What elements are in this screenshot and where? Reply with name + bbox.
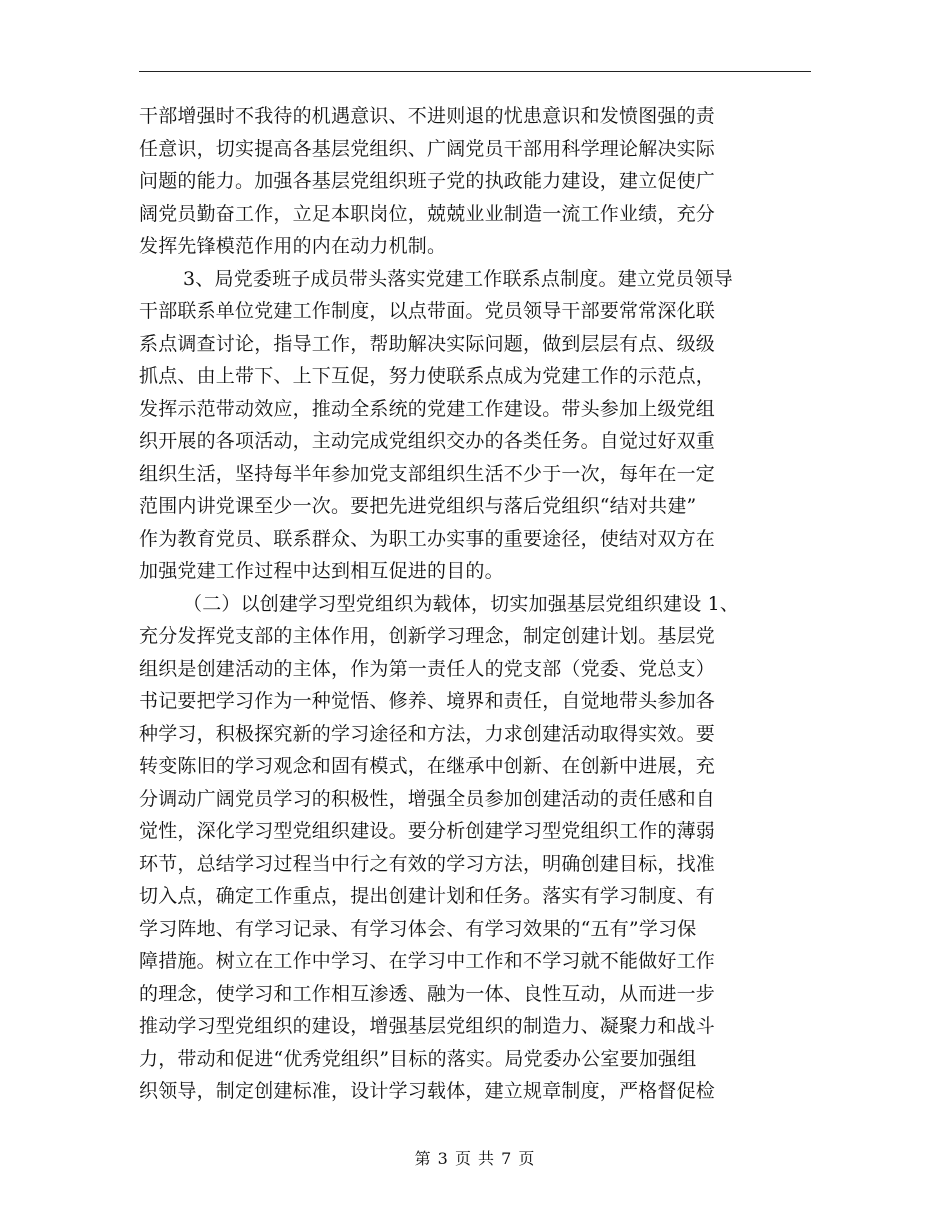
header-rule	[139, 71, 811, 72]
paragraph-start-line: （二）以创建学习型党组织为载体，切实加强基层党组织建设 1、	[183, 592, 740, 615]
page-number: 第 3 页 共 7 页	[414, 1149, 536, 1168]
text-line: 范围内讲党课至少一次。要把先进党组织与落后党组织“结对共建”	[139, 495, 697, 517]
text-line: 组织生活，坚持每半年参加党支部组织生活不少于一次，每年在一定	[139, 462, 716, 485]
text-line: 织领导，制定创建标准，设计学习载体，建立规章制度，严格督促检	[139, 1080, 716, 1102]
text-line: 系点调查讨论，指导工作，帮助解决实际问题，做到层层有点、级级	[139, 332, 716, 355]
text-line: 书记要把学习作为一种觉悟、修养、境界和责任，自觉地带头参加各	[139, 690, 716, 712]
text-line: 发挥示范带动效应，推动全系统的党建工作建设。带头参加上级党组	[139, 397, 716, 420]
text-line: 问题的能力。加强各基层党组织班子党的执政能力建设，建立促使广	[139, 170, 716, 192]
text-line: 发挥先锋模范作用的内在动力机制。	[139, 235, 447, 257]
text-line: 作为教育党员、联系群众、为职工办实事的重要途径，使结对双方在	[139, 527, 716, 550]
text-line: 抓点、由上带下、上下互促，努力使联系点成为党建工作的示范点，	[139, 365, 716, 387]
text-line: 转变陈旧的学习观念和固有模式，在继承中创新、在创新中进展，充	[139, 755, 716, 777]
text-line: 干部增强时不我待的机遇意识、不进则退的忧患意识和发愤图强的责	[139, 105, 716, 127]
text-line: 学习阵地、有学习记录、有学习体会、有学习效果的“五有”学习保	[139, 917, 697, 940]
text-line: 织开展的各项活动，主动完成党组织交办的各类任务。自觉过好双重	[139, 430, 716, 452]
text-line: 的理念，使学习和工作相互渗透、融为一体、良性互动，从而进一步	[139, 982, 716, 1005]
text-line: 推动学习型党组织的建设，增强基层党组织的制造力、凝聚力和战斗	[139, 1015, 716, 1037]
text-line: 任意识，切实提高各基层党组织、广阔党员干部用科学理论解决实际	[139, 137, 716, 160]
text-line: 加强党建工作过程中达到相互促进的目的。	[139, 560, 504, 582]
text-line: 分调动广阔党员学习的积极性，增强全员参加创建活动的责任感和自	[139, 787, 716, 810]
document-body	[139, 100, 811, 1108]
text-line: 切入点，确定工作重点，提出创建计划和任务。落实有学习制度、有	[139, 885, 716, 907]
text-line: 干部联系单位党建工作制度，以点带面。党员领导干部要常常深化联	[139, 300, 716, 322]
text-line: 组织是创建活动的主体，作为第一责任人的党支部（党委、党总支）	[139, 657, 716, 680]
text-line: 力，带动和促进“优秀党组织”目标的落实。局党委办公室要加强组	[139, 1047, 697, 1070]
text-line: 觉性，深化学习型党组织建设。要分析创建学习型党组织工作的薄弱	[139, 820, 716, 842]
text-line: 充分发挥党支部的主体作用，创新学习理念，制定创建计划。基层党	[139, 625, 716, 647]
paragraph-start-line: 3、局党委班子成员带头落实党建工作联系点制度。建立党员领导	[183, 267, 733, 290]
text-line: 障措施。树立在工作中学习、在学习中工作和不学习就不能做好工作	[139, 950, 716, 972]
text-line: 种学习，积极探究新的学习途径和方法，力求创建活动取得实效。要	[139, 722, 716, 745]
text-line: 环节，总结学习过程当中行之有效的学习方法，明确创建目标，找准	[139, 852, 716, 875]
text-line: 阔党员勤奋工作，立足本职岗位，兢兢业业制造一流工作业绩，充分	[139, 202, 716, 225]
page-footer	[0, 1146, 950, 1169]
